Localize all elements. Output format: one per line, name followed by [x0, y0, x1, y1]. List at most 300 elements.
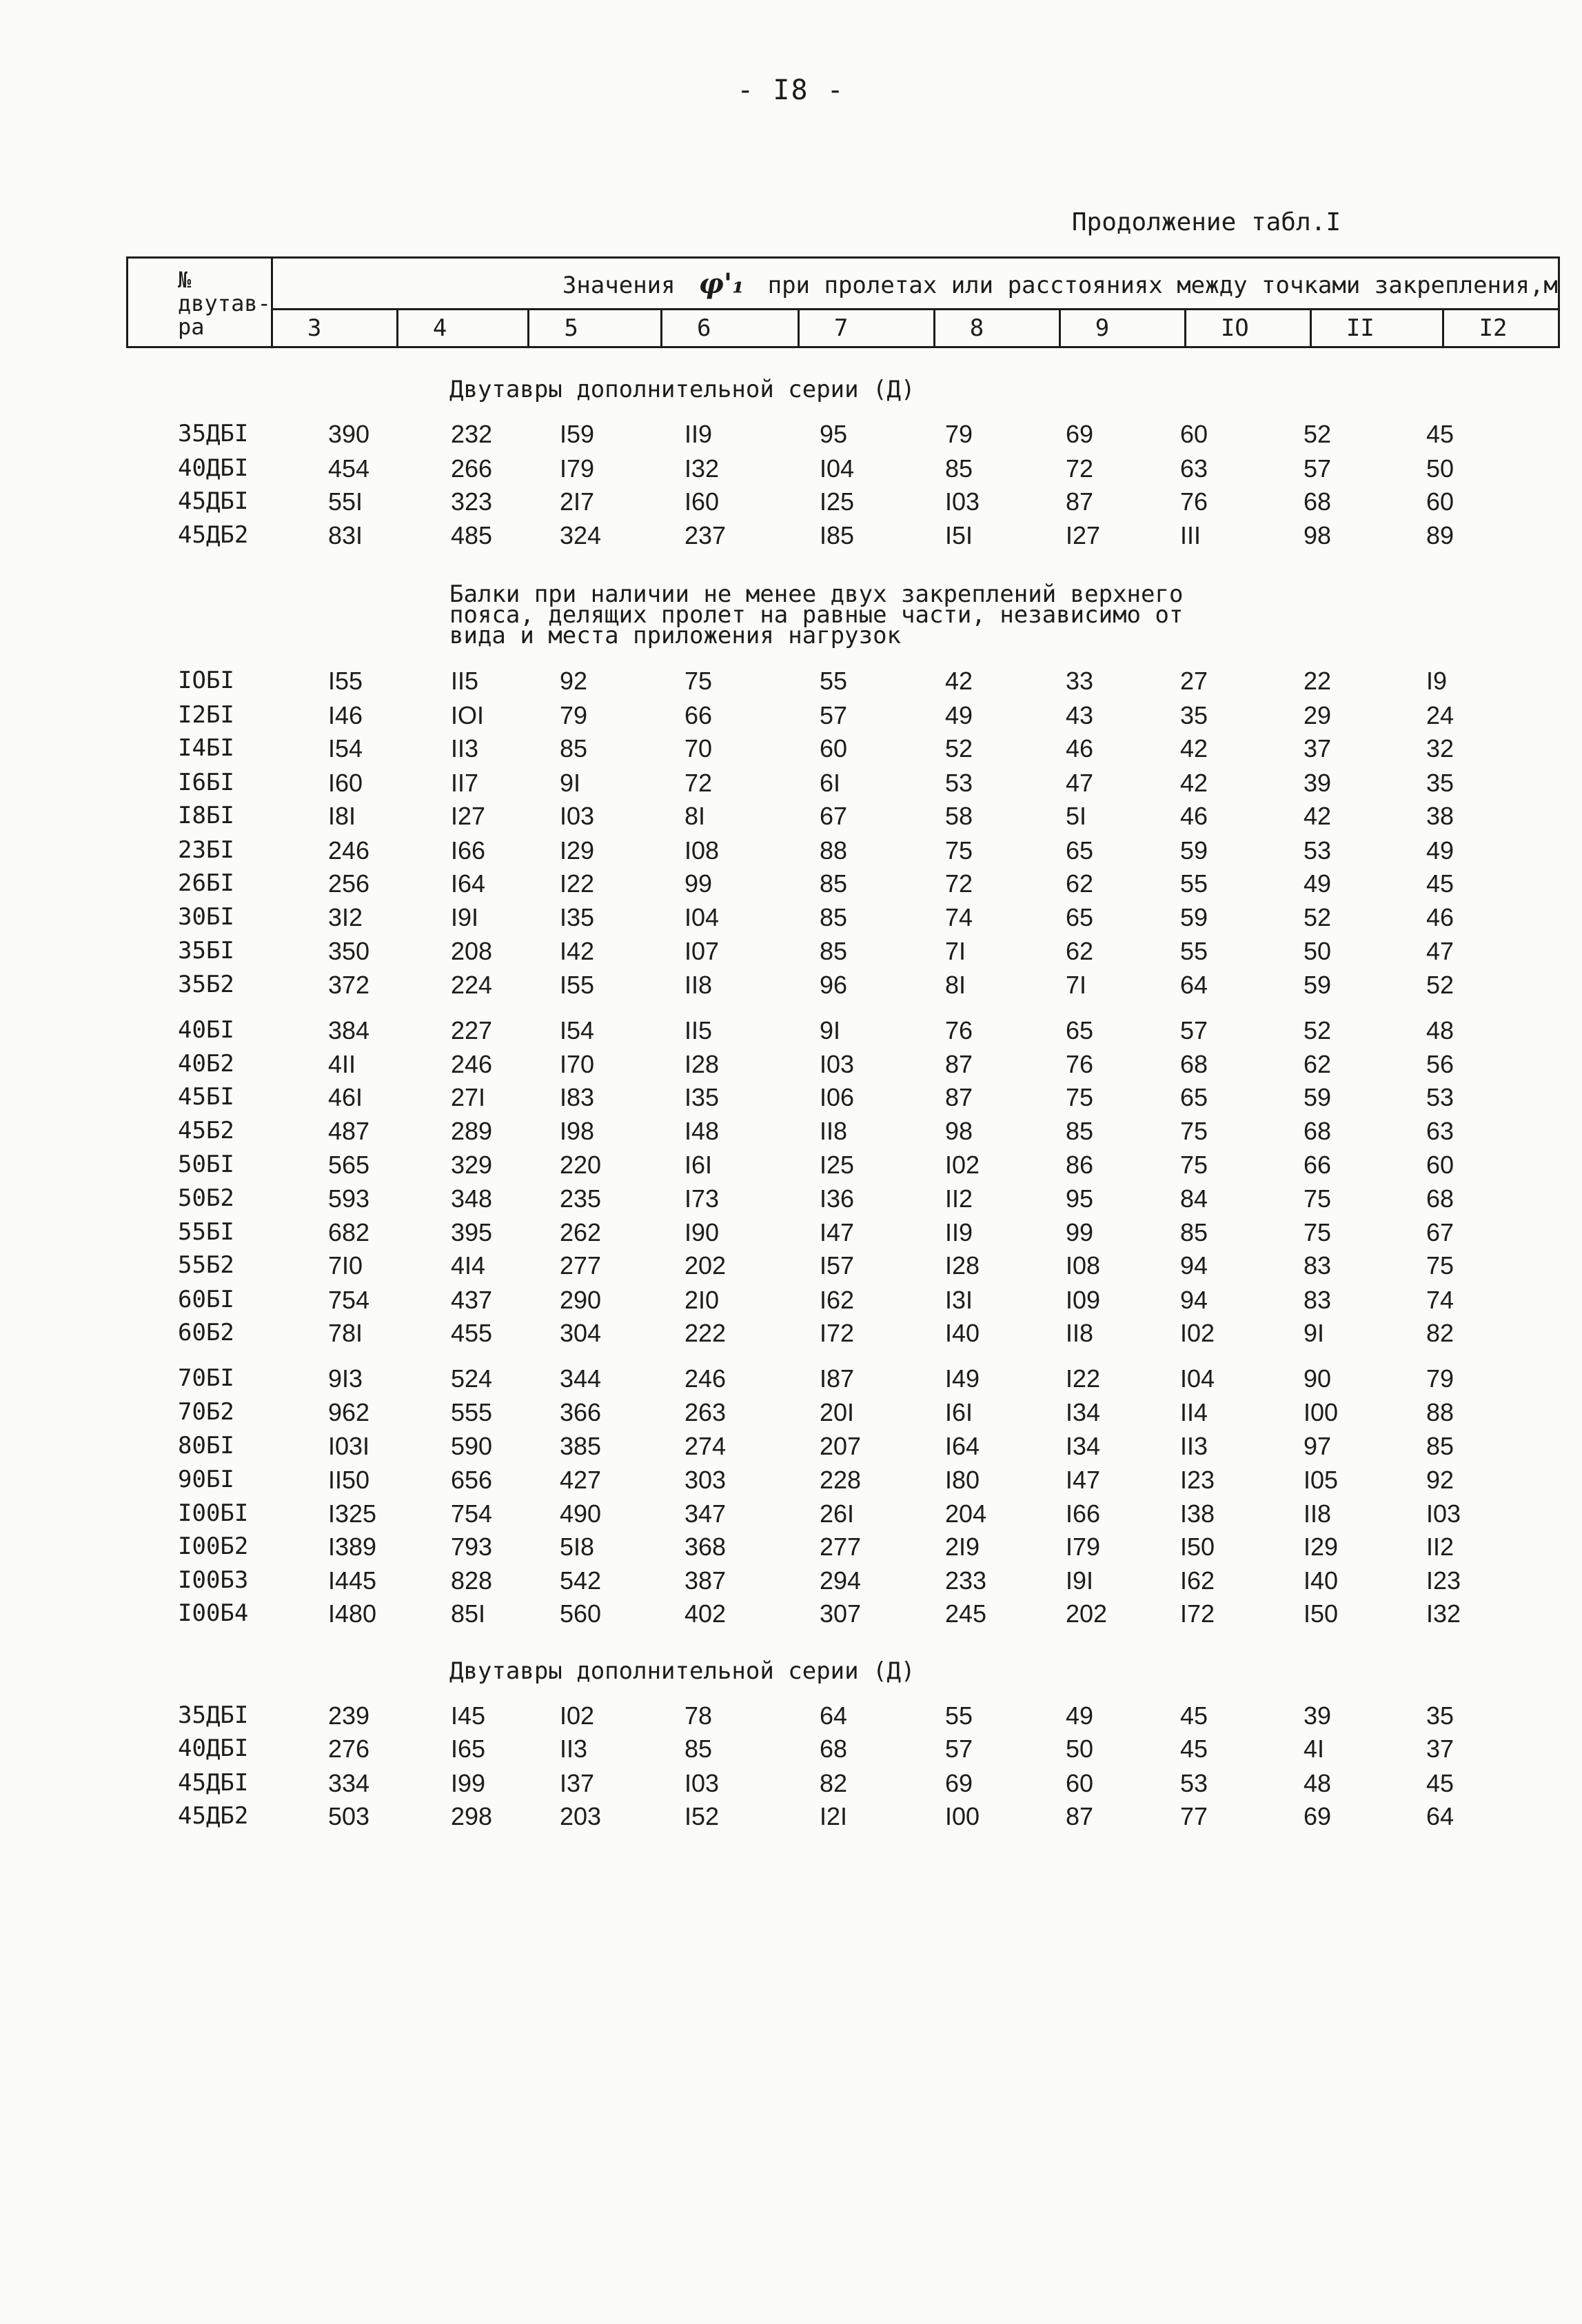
table-cell: 27I [451, 1083, 486, 1111]
table-cell: 63 [1180, 454, 1208, 483]
beam-designation: 45ДБ2 [178, 521, 249, 549]
beam-designation: 45ДБI [178, 1769, 249, 1797]
table-cell: 52 [1304, 903, 1332, 931]
table-cell: 59 [1304, 1083, 1332, 1111]
beam-designation: 40БI [178, 1016, 234, 1044]
table-cell: 76 [1180, 487, 1208, 516]
table-cell: I08 [1066, 1251, 1101, 1280]
table-row [0, 1218, 1582, 1251]
table-cell: 57 [820, 701, 848, 729]
table-cell: 9I [1304, 1319, 1325, 1347]
table-cell: 350 [328, 937, 370, 965]
table-cell: 6I [820, 769, 841, 797]
table-cell: 390 [328, 420, 370, 448]
table-cell: 62 [1304, 1050, 1332, 1078]
table-cell: I03 [684, 1769, 720, 1797]
table-cell: I03I [328, 1432, 370, 1460]
beam-designation: 45БI [178, 1083, 234, 1111]
table-cell: 69 [1066, 420, 1094, 448]
table-cell: I32 [684, 454, 720, 483]
table-cell: I99 [451, 1769, 486, 1797]
table-cell: I03 [820, 1050, 855, 1078]
phi-symbol: φ'₁ [698, 267, 744, 300]
table-cell: 85 [684, 1735, 713, 1763]
table-cell: 387 [684, 1566, 727, 1595]
table-row [0, 1769, 1582, 1802]
table-cell: 42 [1180, 769, 1208, 797]
table-cell: 395 [451, 1218, 493, 1246]
table-cell: 437 [451, 1286, 493, 1314]
table-cell: II3 [560, 1735, 588, 1763]
table-cell: 75 [1426, 1251, 1454, 1280]
table-cell: I03 [560, 802, 595, 830]
table-cell: 304 [560, 1319, 602, 1347]
table-cell: 75 [1180, 1151, 1208, 1179]
table-cell: 85 [820, 903, 848, 931]
table-cell: I73 [684, 1184, 720, 1213]
table-cell: 277 [820, 1533, 862, 1561]
table-cell: II4 [1180, 1398, 1208, 1426]
table-cell: 55 [1180, 937, 1208, 965]
table-cell: I62 [1180, 1566, 1215, 1595]
table-cell: I70 [560, 1050, 595, 1078]
table-row [0, 1499, 1582, 1533]
table-row [0, 1566, 1582, 1599]
table-cell: II5 [684, 1016, 713, 1044]
table-cell: 42 [945, 667, 973, 695]
table-cell: I55 [560, 971, 595, 999]
table-cell: 62 [1066, 937, 1094, 965]
table-cell: I60 [684, 487, 720, 516]
table-row [0, 1398, 1582, 1431]
table-cell: 45 [1426, 420, 1454, 448]
table-cell: 47 [1426, 937, 1454, 965]
table-cell: 793 [451, 1533, 493, 1561]
table-cell: 49 [1066, 1701, 1094, 1730]
table-cell: I85 [820, 521, 855, 549]
table-cell: 402 [684, 1599, 727, 1628]
table-cell: I50 [1180, 1533, 1215, 1561]
table-cell: 52 [945, 734, 973, 762]
table-cell: 85 [820, 869, 848, 898]
table-cell: 75 [1304, 1184, 1332, 1213]
table-cell: 60 [1066, 1769, 1094, 1797]
span-header-5: 5 [529, 310, 662, 347]
section-title: Балки при наличии не менее двух закреплений верхнего [449, 580, 1184, 608]
table-cell: 68 [1180, 1050, 1208, 1078]
table-cell: 32 [1426, 734, 1454, 762]
table-cell: I48 [684, 1117, 720, 1145]
table-cell: 490 [560, 1499, 602, 1528]
table-row [0, 1151, 1582, 1184]
table-cell: 20I [820, 1398, 855, 1426]
table-cell: II9 [684, 420, 713, 448]
table-cell: 87 [1066, 1802, 1094, 1830]
table-cell: 66 [1304, 1151, 1332, 1179]
table-cell: 83 [1304, 1286, 1332, 1314]
table-cell: I79 [1066, 1533, 1101, 1561]
table-cell: I480 [328, 1599, 377, 1628]
table-cell: 89 [1426, 521, 1454, 549]
table-cell: 324 [560, 521, 602, 549]
table-cell: 24 [1426, 701, 1454, 729]
table-cell: II50 [328, 1466, 370, 1494]
table-row [0, 1083, 1582, 1116]
table-cell: 60 [1180, 420, 1208, 448]
table-cell: 754 [451, 1499, 493, 1528]
table-cell: 27 [1180, 667, 1208, 695]
table-cell: I445 [328, 1566, 377, 1595]
table-cell: 59 [1180, 836, 1208, 865]
table-cell: 524 [451, 1364, 493, 1393]
table-row [0, 1117, 1582, 1150]
table-cell: 68 [1304, 487, 1332, 516]
table-cell: 4I [1304, 1735, 1325, 1763]
table-cell: II2 [1426, 1533, 1454, 1561]
table-cell: 75 [1180, 1117, 1208, 1145]
table-cell: 233 [945, 1566, 987, 1595]
table-cell: I5I [945, 521, 973, 549]
table-cell: 348 [451, 1184, 493, 1213]
table-cell: I50 [1304, 1599, 1339, 1628]
table-cell: 46 [1180, 802, 1208, 830]
page-number: - I8 - [737, 74, 845, 106]
table-cell: 60 [1426, 1151, 1454, 1179]
table-cell: 4I4 [451, 1251, 486, 1280]
table-cell: 22 [1304, 667, 1332, 695]
table-row [0, 454, 1582, 487]
table-cell: I54 [328, 734, 363, 762]
header-line: двутав- [178, 290, 271, 316]
table-row [0, 420, 1582, 453]
beam-designation: 55БI [178, 1218, 234, 1246]
table-row [0, 971, 1582, 1004]
table-cell: I25 [820, 487, 855, 516]
span-header-9: 9 [1059, 310, 1185, 347]
table-row [0, 1466, 1582, 1499]
table-cell: 55I [328, 487, 363, 516]
section-title: Двутавры дополнительной серии (Д) [449, 376, 915, 403]
table-cell: I29 [560, 836, 595, 865]
table-cell: 289 [451, 1117, 493, 1145]
table-cell: 565 [328, 1151, 370, 1179]
table-row [0, 701, 1582, 734]
table-cell: 262 [560, 1218, 602, 1246]
table-cell: 46I [328, 1083, 363, 1111]
table-cell: 454 [328, 454, 370, 483]
table-cell: I04 [684, 903, 720, 931]
table-cell: 65 [1180, 1083, 1208, 1111]
table-cell: 52 [1304, 420, 1332, 448]
table-cell: 92 [560, 667, 588, 695]
table-cell: 77 [1180, 1802, 1208, 1830]
table-cell: 37 [1304, 734, 1332, 762]
table-cell: 555 [451, 1398, 493, 1426]
table-cell: I35 [560, 903, 595, 931]
beam-designation: 70Б2 [178, 1398, 234, 1426]
table-cell: 39 [1304, 1701, 1332, 1730]
table-cell: 385 [560, 1432, 602, 1460]
table-cell: I00 [945, 1802, 980, 1830]
table-cell: II2 [945, 1184, 973, 1213]
table-cell: II5 [451, 667, 479, 695]
table-cell: 35 [1180, 701, 1208, 729]
table-cell: 45 [1426, 869, 1454, 898]
beam-designation: 60Б2 [178, 1319, 234, 1346]
table-cell: 303 [684, 1466, 727, 1494]
table-cell: 682 [328, 1218, 370, 1246]
table-cell: I07 [684, 937, 720, 965]
beam-designation: 55Б2 [178, 1251, 234, 1279]
span-header-7: 7 [798, 310, 934, 347]
table-cell: 69 [945, 1769, 973, 1797]
table-cell: 87 [1066, 487, 1094, 516]
table-cell: 256 [328, 869, 370, 898]
table-cell: 45 [1180, 1701, 1208, 1730]
table-cell: I47 [820, 1218, 855, 1246]
table-cell: I90 [684, 1218, 720, 1246]
table-cell: 65 [1066, 1016, 1094, 1044]
table-cell: 68 [820, 1735, 848, 1763]
table-cell: I55 [328, 667, 363, 695]
table-cell: I34 [1066, 1432, 1101, 1460]
table-cell: I40 [1304, 1566, 1339, 1595]
table-cell: 344 [560, 1364, 602, 1393]
table-cell: I66 [451, 836, 486, 865]
beam-designation: I00БI [178, 1499, 249, 1527]
table-cell: 3I2 [328, 903, 363, 931]
table-cell: 85 [560, 734, 588, 762]
table-row [0, 667, 1582, 700]
table-cell: 60 [820, 734, 848, 762]
beam-designation: I00Б2 [178, 1533, 249, 1560]
section-title: пояса, делящих пролет на равные части, независимо от [449, 601, 1184, 629]
table-cell: I27 [451, 802, 486, 830]
table-cell: 246 [328, 836, 370, 865]
table-cell: 83 [1304, 1251, 1332, 1280]
table-cell: I02 [1180, 1319, 1215, 1347]
table-cell: I6I [945, 1398, 973, 1426]
values-header [272, 258, 1559, 310]
table-cell: 485 [451, 521, 493, 549]
table-row [0, 734, 1582, 767]
table-cell: 368 [684, 1533, 727, 1561]
table-cell: 35 [1426, 769, 1454, 797]
table-cell: 50 [1066, 1735, 1094, 1763]
table-cell: I28 [684, 1050, 720, 1078]
table-cell: 49 [1426, 836, 1454, 865]
table-cell: 66 [684, 701, 713, 729]
table-cell: 55 [820, 667, 848, 695]
table-cell: II8 [1066, 1319, 1094, 1347]
header-line: № [178, 267, 192, 293]
table-cell: I389 [328, 1533, 377, 1561]
table-cell: 67 [820, 802, 848, 830]
table-cell: 82 [1426, 1319, 1454, 1347]
table-cell: 427 [560, 1466, 602, 1494]
table-cell: I29 [1304, 1533, 1339, 1561]
table-cell: 39 [1304, 769, 1332, 797]
table-row [0, 1802, 1582, 1835]
table-cell: 207 [820, 1432, 862, 1460]
beam-designation: 35Б2 [178, 971, 234, 998]
table-cell: 52 [1426, 971, 1454, 999]
table-cell: 237 [684, 521, 727, 549]
table-row [0, 1364, 1582, 1397]
table-cell: I8I [328, 802, 356, 830]
table-cell: 329 [451, 1151, 493, 1179]
table-cell: I34 [1066, 1398, 1101, 1426]
beam-designation: IOБI [178, 667, 234, 694]
table-cell: 78I [328, 1319, 363, 1347]
table-cell: 7I [1066, 971, 1087, 999]
table-cell: 64 [1426, 1802, 1454, 1830]
table-cell: I27 [1066, 521, 1101, 549]
beam-number-header [128, 258, 272, 347]
table-cell: 96 [820, 971, 848, 999]
table-cell: I49 [945, 1364, 980, 1393]
table-cell: 202 [684, 1251, 727, 1280]
beam-designation: 45Б2 [178, 1117, 234, 1144]
table-cell: I23 [1180, 1466, 1215, 1494]
table-cell: 290 [560, 1286, 602, 1314]
header-line: ра [178, 314, 205, 340]
beam-designation: I4БI [178, 734, 234, 762]
table-cell: I23 [1426, 1566, 1461, 1595]
table-cell: 75 [1304, 1218, 1332, 1246]
table-cell: 62 [1066, 869, 1094, 898]
table-cell: 55 [1180, 869, 1208, 898]
table-cell: I65 [451, 1735, 486, 1763]
beam-designation: 50БI [178, 1151, 234, 1178]
beam-designation: 70БI [178, 1364, 234, 1392]
table-cell: 42 [1180, 734, 1208, 762]
table-cell: II8 [684, 971, 713, 999]
table-cell: I09 [1066, 1286, 1101, 1314]
table-cell: 277 [560, 1251, 602, 1280]
beam-designation: 40ДБI [178, 454, 249, 482]
table-cell: 70 [684, 734, 713, 762]
table-cell: 503 [328, 1802, 370, 1830]
table-cell: 2I9 [945, 1533, 980, 1561]
table-cell: 33 [1066, 667, 1094, 695]
table-cell: 9I [560, 769, 581, 797]
table-cell: 82 [820, 1769, 848, 1797]
table-cell: I45 [451, 1701, 486, 1730]
table-cell: 48 [1304, 1769, 1332, 1797]
table-cell: 53 [1426, 1083, 1454, 1111]
table-cell: 68 [1304, 1117, 1332, 1145]
table-cell: 5I [1066, 802, 1087, 830]
table-cell: I2I [820, 1802, 848, 1830]
table-cell: II3 [1180, 1432, 1208, 1460]
beam-designation: 26БI [178, 869, 234, 897]
table-row [0, 487, 1582, 521]
table-cell: 79 [560, 701, 588, 729]
beam-designation: 35ДБI [178, 1701, 249, 1729]
table-cell: IOI [451, 701, 485, 729]
table-cell: 99 [684, 869, 713, 898]
beam-designation: 23БI [178, 836, 234, 864]
table-row [0, 903, 1582, 936]
table-cell: 560 [560, 1599, 602, 1628]
table-cell: 75 [684, 667, 713, 695]
table-cell: 72 [945, 869, 973, 898]
table-cell: 43 [1066, 701, 1094, 729]
table-cell: I35 [684, 1083, 720, 1111]
section-title: вида и места приложения нагрузок [449, 622, 902, 649]
table-cell: 42 [1304, 802, 1332, 830]
span-header-4: 4 [397, 310, 528, 347]
table-cell: 74 [1426, 1286, 1454, 1314]
table-cell: I6I [684, 1151, 713, 1179]
table-cell: 46 [1426, 903, 1454, 931]
table-cell: 65 [1066, 836, 1094, 865]
table-cell: 754 [328, 1286, 370, 1314]
beam-designation: 50Б2 [178, 1184, 234, 1212]
table-cell: 85 [1426, 1432, 1454, 1460]
table-cell: 64 [820, 1701, 848, 1730]
table-cell: I02 [560, 1701, 595, 1730]
table-cell: 74 [945, 903, 973, 931]
table-cell: 263 [684, 1398, 727, 1426]
table-cell: 9I [820, 1016, 841, 1044]
span-header-8: 8 [934, 310, 1059, 347]
table-cell: 76 [1066, 1050, 1094, 1078]
table-cell: 75 [945, 836, 973, 865]
table-cell: 38 [1426, 802, 1454, 830]
table-cell: I57 [820, 1251, 855, 1280]
table-cell: II9 [945, 1218, 973, 1246]
table-cell: 266 [451, 454, 493, 483]
table-cell: I46 [328, 701, 363, 729]
table-cell: 53 [945, 769, 973, 797]
table-cell: III [1180, 521, 1201, 549]
table-cell: 75 [1066, 1083, 1094, 1111]
table-cell: 35 [1426, 1701, 1454, 1730]
table-cell: I325 [328, 1499, 377, 1528]
table-cell: 65 [1066, 903, 1094, 931]
table-cell: 384 [328, 1016, 370, 1044]
table-cell: 60 [1426, 487, 1454, 516]
table-cell: I32 [1426, 1599, 1461, 1628]
table-cell: I37 [560, 1769, 595, 1797]
table-cell: 87 [945, 1083, 973, 1111]
table-cell: I38 [1180, 1499, 1215, 1528]
table-cell: I98 [560, 1117, 595, 1145]
table-row [0, 1050, 1582, 1083]
table-cell: I60 [328, 769, 363, 797]
table-cell: 94 [1180, 1251, 1208, 1280]
table-cell: II3 [451, 734, 479, 762]
table-cell: 72 [684, 769, 713, 797]
table-cell: I04 [1180, 1364, 1215, 1393]
table-cell: 53 [1180, 1769, 1208, 1797]
table-cell: 64 [1180, 971, 1208, 999]
table-cell: 235 [560, 1184, 602, 1213]
table-cell: I08 [684, 836, 720, 865]
table-cell: 8I [945, 971, 966, 999]
table-cell: I25 [820, 1151, 855, 1179]
table-cell: 298 [451, 1802, 493, 1830]
table-cell: 542 [560, 1566, 602, 1595]
table-cell: 204 [945, 1499, 987, 1528]
table-cell: II8 [820, 1117, 848, 1145]
table-row [0, 1533, 1582, 1566]
table-cell: 52 [1304, 1016, 1332, 1044]
beam-designation: I00Б3 [178, 1566, 249, 1594]
table-cell: 47 [1066, 769, 1094, 797]
